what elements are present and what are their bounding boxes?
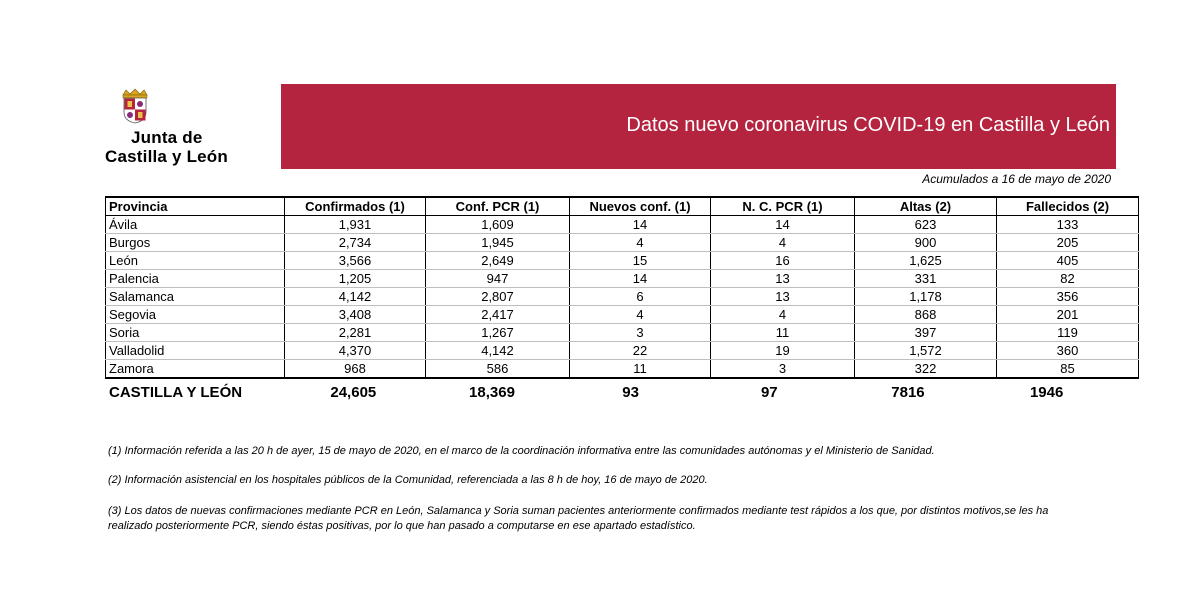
cell-altas: 623 [855,216,997,234]
cell-confirmados: 2,734 [285,234,426,252]
column-header-provincia: Provincia [106,197,285,216]
footnote-2: (2) Información asistencial en los hospitales públicos de la Comunidad, referenciada a las 8 h de hoy, 16 de mayo de 2020. [108,474,708,486]
table-row [106,288,1139,306]
cell-conf-pcr: 1,945 [426,234,570,252]
cell-fallecidos: 356 [997,288,1139,306]
cell-nuevos-conf: 14 [570,216,711,234]
total-conf-pcr: 18,369 [469,383,515,401]
cell-nc-pcr: 4 [711,234,855,252]
cell-confirmados: 1,205 [285,270,426,288]
cell-nc-pcr: 13 [711,288,855,306]
footnote-3: (3) Los datos de nuevas confirmaciones mediante PCR en León, Salamanca y Soria suman pacientes anteriormente confirmados mediante test rápidos a los que, por distintos motivos,se les ha realizado posteriormente PCR, siendo éstas positivas, por lo que han pasado a computarse en ese apartado estadístico. [108,505,1049,532]
total-altas: 7816 [891,383,925,401]
cell-altas: 900 [855,234,997,252]
cell-fallecidos: 119 [997,324,1139,342]
column-header-fallecidos: Fallecidos (2) [997,197,1139,216]
cell-provincia: Burgos [106,234,285,252]
cell-conf-pcr: 586 [426,360,570,379]
cell-fallecidos: 405 [997,252,1139,270]
cell-fallecidos: 85 [997,360,1139,379]
logo-line-2: Castilla y León [105,147,228,166]
cell-altas: 397 [855,324,997,342]
table-row [106,342,1139,360]
table-row [106,324,1139,342]
junta-logo [105,88,240,168]
cell-conf-pcr: 2,417 [426,306,570,324]
cell-provincia: Ávila [106,216,285,234]
cell-altas: 322 [855,360,997,379]
cell-conf-pcr: 2,649 [426,252,570,270]
cell-fallecidos: 82 [997,270,1139,288]
cell-nuevos-conf: 22 [570,342,711,360]
cell-provincia: Segovia [106,306,285,324]
page-title: Datos nuevo coronavirus COVID-19 en Castilla y León [626,114,1110,136]
cell-confirmados: 1,931 [285,216,426,234]
cell-provincia: Soria [106,324,285,342]
cell-provincia: Salamanca [106,288,285,306]
cell-nc-pcr: 14 [711,216,855,234]
total-nuevos-conf: 93 [622,383,639,401]
cell-nuevos-conf: 15 [570,252,711,270]
cell-altas: 331 [855,270,997,288]
cell-altas: 1,178 [855,288,997,306]
table-row [106,360,1139,379]
cell-provincia: León [106,252,285,270]
footnote-1: (1) Información referida a las 20 h de ayer, 15 de mayo de 2020, en el marco de la coordinación informativa entre las comunidades autónomas y el Ministerio de Sanidad. [108,445,935,457]
date-subtitle: Acumulados a 16 de mayo de 2020 [922,172,1111,186]
table-header-row [106,197,1139,216]
column-header-nuevos-conf: Nuevos conf. (1) [570,197,711,216]
cell-nuevos-conf: 4 [570,234,711,252]
table-row [106,306,1139,324]
cell-confirmados: 968 [285,360,426,379]
header-banner [281,84,1116,169]
cell-fallecidos: 133 [997,216,1139,234]
cell-conf-pcr: 2,807 [426,288,570,306]
cell-confirmados: 4,142 [285,288,426,306]
total-row [105,382,1116,402]
cell-altas: 1,572 [855,342,997,360]
cell-nc-pcr: 19 [711,342,855,360]
cell-nuevos-conf: 4 [570,306,711,324]
coat-of-arms-icon [117,88,153,124]
logo-line-1: Junta de [131,128,203,147]
cell-nuevos-conf: 14 [570,270,711,288]
column-header-confirmados: Confirmados (1) [285,197,426,216]
total-nc-pcr: 97 [760,383,778,401]
cell-nc-pcr: 11 [711,324,855,342]
cell-nuevos-conf: 6 [570,288,711,306]
cell-conf-pcr: 947 [426,270,570,288]
cell-confirmados: 4,370 [285,342,426,360]
cell-conf-pcr: 1,267 [426,324,570,342]
cell-nc-pcr: 3 [711,360,855,379]
column-header-nc-pcr: N. C. PCR (1) [711,197,855,216]
cell-confirmados: 2,281 [285,324,426,342]
total-label: CASTILLA Y LEÓN [109,383,243,401]
cell-nc-pcr: 13 [711,270,855,288]
cell-provincia: Zamora [106,360,285,379]
cell-altas: 1,625 [855,252,997,270]
cell-provincia: Palencia [106,270,285,288]
total-confirmados: 24,605 [330,383,377,401]
table-row [106,252,1139,270]
cell-nuevos-conf: 3 [570,324,711,342]
cell-nc-pcr: 16 [711,252,855,270]
table-row [106,270,1139,288]
cell-confirmados: 3,408 [285,306,426,324]
cell-fallecidos: 201 [997,306,1139,324]
cell-altas: 868 [855,306,997,324]
cell-nuevos-conf: 11 [570,360,711,379]
cell-confirmados: 3,566 [285,252,426,270]
covid-data-table [105,196,1139,379]
column-header-altas: Altas (2) [855,197,997,216]
table-row [106,234,1139,252]
cell-fallecidos: 205 [997,234,1139,252]
table-row [106,216,1139,234]
cell-conf-pcr: 1,609 [426,216,570,234]
cell-nc-pcr: 4 [711,306,855,324]
cell-provincia: Valladolid [106,342,285,360]
total-row-table [105,382,1116,402]
column-header-conf-pcr: Conf. PCR (1) [426,197,570,216]
cell-conf-pcr: 4,142 [426,342,570,360]
total-fallecidos: 1946 [1029,383,1064,401]
cell-fallecidos: 360 [997,342,1139,360]
